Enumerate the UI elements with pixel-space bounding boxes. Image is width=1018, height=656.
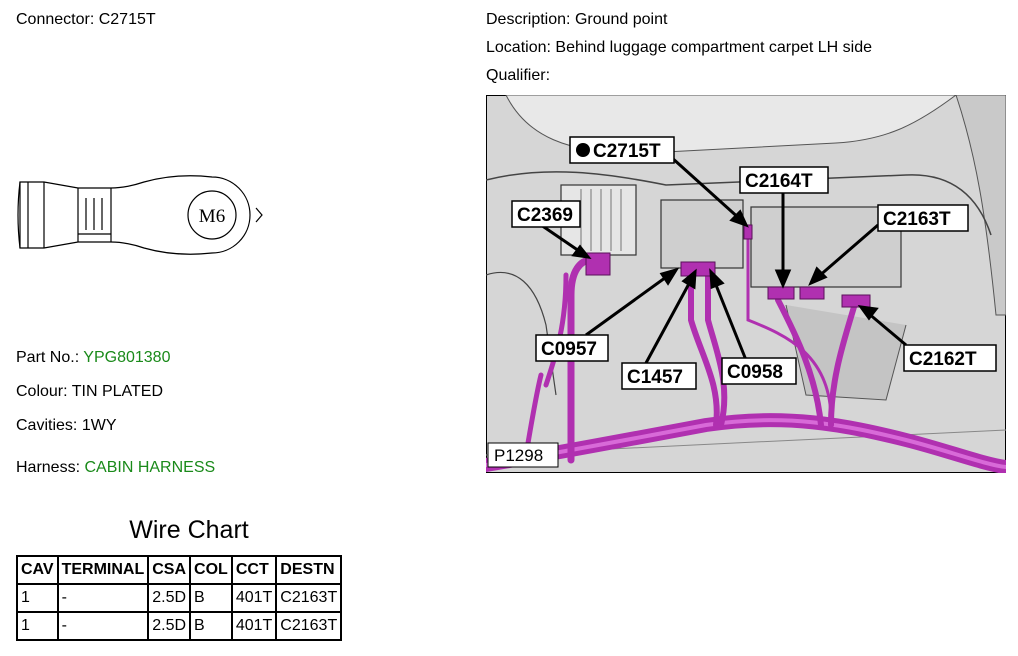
svg-text:C2163T: C2163T (883, 209, 951, 230)
callout-c2164t (740, 167, 828, 193)
part-no-label: Part No.: (16, 349, 80, 366)
svg-text:C0958: C0958 (727, 362, 783, 383)
qualifier-label: Qualifier: (486, 67, 551, 84)
cell-terminal: - (58, 612, 149, 640)
colour-label: Colour: (16, 383, 68, 400)
ring-terminal-drawing (16, 174, 268, 256)
harness-link[interactable]: CABIN HARNESS (84, 459, 216, 476)
callout-p1298 (488, 443, 558, 467)
cell-cav: 1 (17, 612, 58, 640)
connector-line (16, 11, 156, 29)
cell-col: B (190, 584, 232, 612)
callout-c2162t (904, 345, 996, 371)
svg-text:C1457: C1457 (627, 367, 683, 388)
part-no-line (16, 349, 170, 367)
header-destn: DESTN (276, 556, 341, 584)
harness-label: Harness: (16, 459, 81, 476)
wire-chart-table (16, 555, 342, 641)
cell-csa: 2.5D (148, 584, 190, 612)
description-label: Description: (486, 11, 571, 28)
cell-destn: C2163T (276, 612, 341, 640)
description-line (486, 11, 667, 29)
location-label: Location: (486, 39, 551, 56)
header-terminal: TERMINAL (58, 556, 149, 584)
stud-size-label: M6 (198, 206, 226, 227)
callout-c2163t (878, 205, 968, 231)
cell-destn: C2163T (276, 584, 341, 612)
colour-value: TIN PLATED (71, 383, 164, 400)
cavities-line (16, 417, 116, 435)
connector-label: Connector: (16, 11, 95, 28)
svg-text:C2715T: C2715T (593, 141, 661, 162)
header-cct: CCT (232, 556, 276, 584)
header-col: COL (190, 556, 232, 584)
part-no-link[interactable]: YPG801380 (83, 349, 171, 366)
cell-csa: 2.5D (148, 612, 190, 640)
cell-cav: 1 (17, 584, 58, 612)
cell-cct: 401T (232, 612, 276, 640)
location-value: Behind luggage compartment carpet LH side (555, 39, 873, 56)
table-row (17, 584, 341, 612)
cell-col: B (190, 612, 232, 640)
svg-text:C0957: C0957 (541, 339, 597, 360)
cell-cct: 401T (232, 584, 276, 612)
svg-text:C2162T: C2162T (909, 349, 977, 370)
connector-location-diagram (486, 95, 1006, 473)
callout-c1457 (622, 363, 696, 389)
cell-terminal: - (58, 584, 149, 612)
cavities-label: Cavities: (16, 417, 78, 434)
table-header-row (17, 556, 341, 584)
svg-text:P1298: P1298 (494, 446, 544, 465)
colour-line (16, 383, 163, 401)
cavities-value: 1WY (81, 417, 117, 434)
svg-text:C2164T: C2164T (745, 171, 813, 192)
harness-line (16, 459, 215, 477)
description-value: Ground point (574, 11, 668, 28)
connector-value: C2715T (98, 11, 156, 28)
svg-text:C2369: C2369 (517, 205, 573, 226)
qualifier-line (486, 67, 550, 85)
callout-c2369 (512, 201, 580, 227)
location-line (486, 39, 872, 57)
callout-c0958 (722, 358, 796, 384)
table-row (17, 612, 341, 640)
wire-chart-title: Wire Chart (129, 516, 249, 544)
header-cav: CAV (17, 556, 58, 584)
callout-c0957 (536, 335, 608, 361)
callout-c2715t (570, 137, 674, 163)
header-csa: CSA (148, 556, 190, 584)
